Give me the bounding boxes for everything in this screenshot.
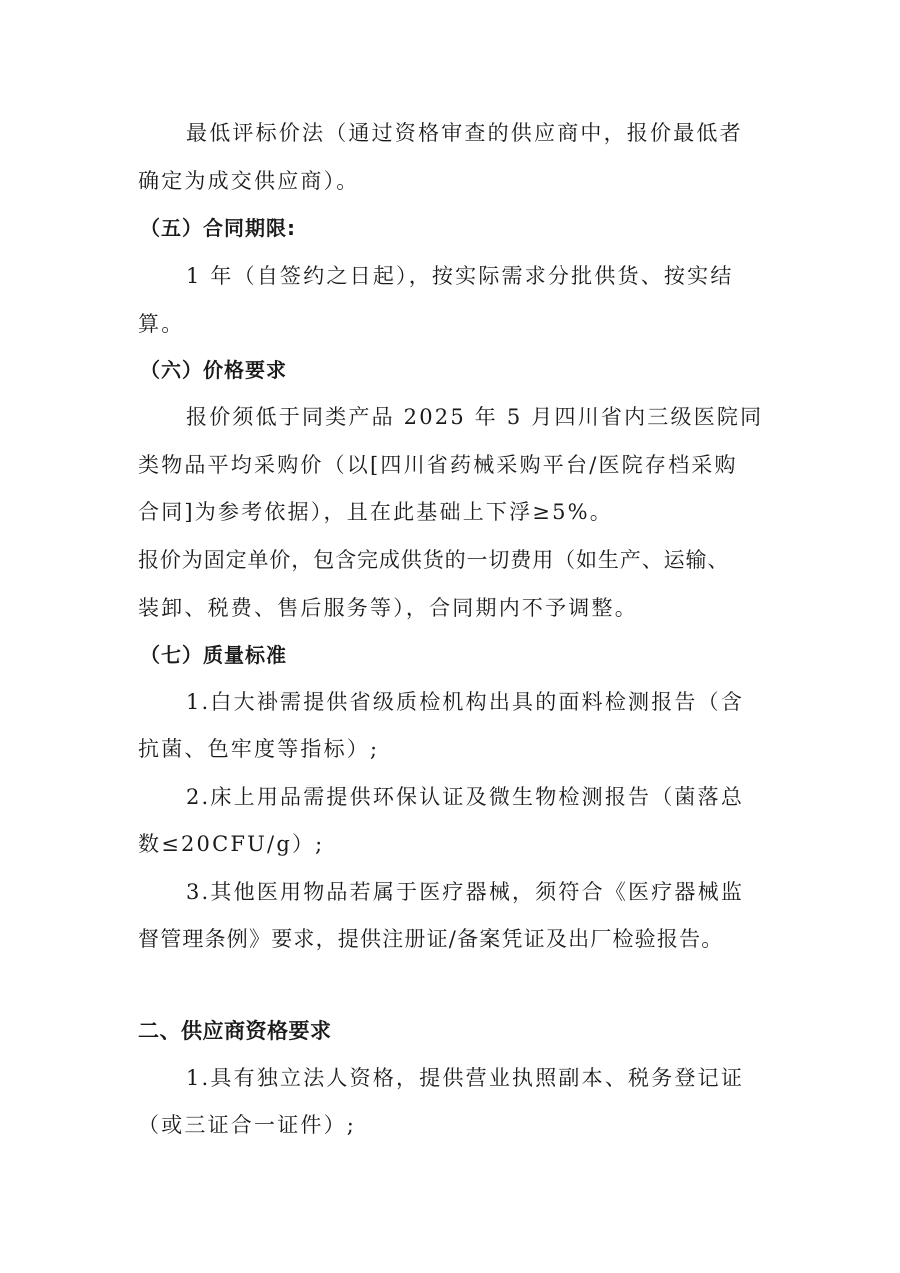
- paragraph-line: 1.具有独立法人资格，提供营业执照副本、税务登记证: [186, 1066, 745, 1090]
- paragraph-line: （或三证合一证件）;: [138, 1113, 357, 1137]
- subheading-quality-standards: （七）质量标准: [140, 643, 287, 667]
- paragraph-line: 督管理条例》要求，提供注册证/备案凭证及出厂检验报告。: [138, 927, 724, 951]
- paragraph-line: 2.床上用品需提供环保认证及微生物检测报告（菌落总: [186, 785, 745, 809]
- paragraph-line: 1.白大褂需提供省级质检机构出具的面料检测报告（含: [186, 690, 745, 714]
- paragraph-line: 数≤20CFU/g）;: [138, 832, 325, 856]
- paragraph-line: 报价须低于同类产品 2025 年 5 月四川省内三级医院同: [186, 405, 764, 429]
- section-heading-supplier-qualifications: 二、供应商资格要求: [138, 1019, 332, 1043]
- paragraph-line: 抗菌、色牢度等指标）;: [138, 737, 380, 761]
- paragraph-line: 1 年（自签约之日起），按实际需求分批供货、按实结: [186, 264, 734, 288]
- paragraph-line: 最低评标价法（通过资格审查的供应商中，报价最低者: [186, 121, 743, 145]
- paragraph-line: 类物品平均采购价（以[四川省药械采购平台/医院存档采购: [138, 453, 738, 477]
- subheading-price-requirements: （六）价格要求: [140, 358, 287, 382]
- paragraph-line: 装卸、税费、售后服务等），合同期内不予调整。: [138, 596, 638, 620]
- paragraph-line: 合同]为参考依据），且在此基础上下浮≥5%。: [138, 500, 614, 524]
- paragraph-line: 算。: [138, 312, 185, 336]
- subheading-contract-period: （五）合同期限:: [140, 216, 296, 240]
- paragraph-line: 确定为成交供应商）。: [138, 169, 360, 193]
- paragraph-line: 3.其他医用物品若属于医疗器械，须符合《医疗器械监: [186, 880, 745, 904]
- paragraph-line: 报价为固定单价，包含完成供货的一切费用（如生产、运输、: [138, 548, 730, 572]
